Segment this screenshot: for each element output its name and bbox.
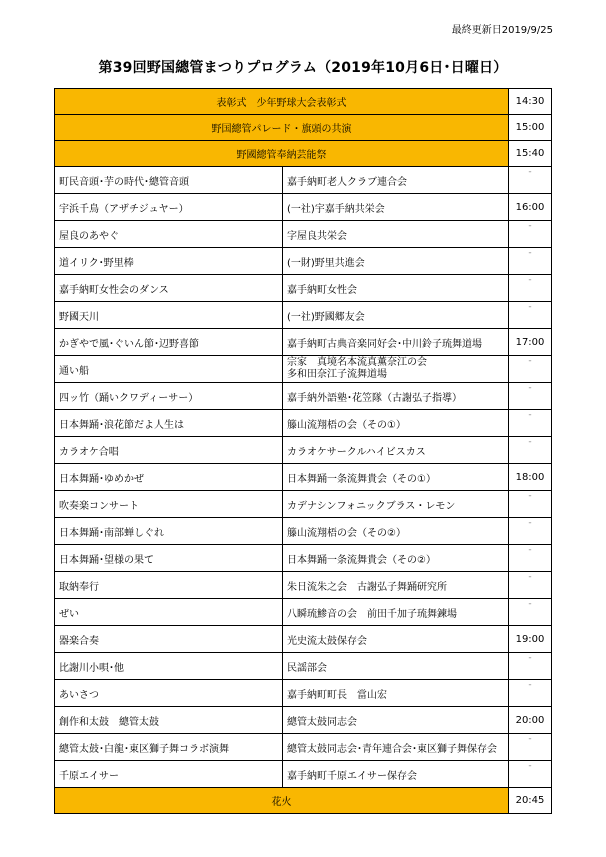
time-cell: - <box>509 518 552 545</box>
table-row <box>55 545 552 572</box>
performer-line: 多和田奈江子流舞道場 <box>287 369 387 380</box>
performer-cell: 嘉手納町老人クラブ連合会 <box>283 167 509 194</box>
performer-cell: (一財)野里共進会 <box>283 248 509 275</box>
time-cell: 18:00 <box>509 464 552 491</box>
performer-cell: (一社)宇嘉手納共栄会 <box>283 194 509 221</box>
program-cell: 日本舞踊･ゆめかぜ <box>55 464 283 491</box>
section-band-row <box>55 788 552 814</box>
table-row <box>55 734 552 761</box>
program-cell: 千原エイサー <box>55 761 283 788</box>
time-cell: 15:00 <box>509 115 552 141</box>
time-cell: - <box>509 734 552 761</box>
program-cell: 日本舞踊･南部蝉しぐれ <box>55 518 283 545</box>
table-row <box>55 329 552 356</box>
performer-cell: 籐山流翔梧の会（その①） <box>283 410 509 437</box>
table-row <box>55 761 552 788</box>
performer-cell: 嘉手納町女性会 <box>283 275 509 302</box>
time-cell: 16:00 <box>509 194 552 221</box>
time-cell: 19:00 <box>509 626 552 653</box>
performer-cell: (一社)野國郷友会 <box>283 302 509 329</box>
time-cell: - <box>509 302 552 329</box>
program-cell: 町民音頭･芋の時代･總管音頭 <box>55 167 283 194</box>
time-cell: 17:00 <box>509 329 552 356</box>
page-title: 第39回野国總管まつりプログラム（2019年10月6日･日曜日） <box>98 60 508 76</box>
time-cell: - <box>509 761 552 788</box>
performer-cell: 總管太鼓同志会･青年連合会･東区獅子舞保存会 <box>283 734 509 761</box>
time-cell: 20:00 <box>509 707 552 734</box>
program-cell: 四ッ竹（踊いクワディーサー） <box>55 383 283 410</box>
time-cell: - <box>509 410 552 437</box>
program-cell: 日本舞踊･望様の果て <box>55 545 283 572</box>
table-row <box>55 653 552 680</box>
time-cell: - <box>509 680 552 707</box>
table-row <box>55 275 552 302</box>
time-cell: - <box>509 437 552 464</box>
last-updated-date: 最終更新日2019/9/25 <box>451 25 553 36</box>
section-band-row <box>55 141 552 167</box>
program-cell: 器楽合奏 <box>55 626 283 653</box>
performer-cell: 日本舞踊一条流舞貴会（その①） <box>283 464 509 491</box>
time-cell: 15:40 <box>509 141 552 167</box>
time-cell: 20:45 <box>509 788 552 814</box>
table-row <box>55 383 552 410</box>
performer-cell: カデナシンフォニックブラス・レモン <box>283 491 509 518</box>
time-cell: - <box>509 653 552 680</box>
performer-cell: 嘉手納町古典音楽同好会･中川鈴子琉舞道場 <box>283 329 509 356</box>
time-cell: - <box>509 545 552 572</box>
time-cell: - <box>509 167 552 194</box>
program-cell: 通い船 <box>55 356 283 383</box>
program-cell: あいさつ <box>55 680 283 707</box>
program-cell: かぎやで風･ぐいん節･辺野喜節 <box>55 329 283 356</box>
performer-cell: 朱日流朱之会 古謝弘子舞踊研究所 <box>283 572 509 599</box>
table-row <box>55 572 552 599</box>
performer-cell: 籐山流翔梧の会（その②） <box>283 518 509 545</box>
section-banner: 野国總管パレード・旗頭の共演 <box>55 115 509 141</box>
time-cell: - <box>509 248 552 275</box>
performer-cell: 字屋良共栄会 <box>283 221 509 248</box>
section-banner: 花火 <box>55 788 509 814</box>
section-banner: 表彰式 少年野球大会表彰式 <box>55 89 509 115</box>
performer-cell: 日本舞踊一条流舞貴会（その②） <box>283 545 509 572</box>
program-cell: ぜい <box>55 599 283 626</box>
performer-cell: カラオケサークルハイビスカス <box>283 437 509 464</box>
program-cell: 道イリク･野里棒 <box>55 248 283 275</box>
performer-cell <box>283 356 509 383</box>
table-row <box>55 437 552 464</box>
program-cell: 嘉手納町女性会のダンス <box>55 275 283 302</box>
table-row <box>55 302 552 329</box>
time-cell: - <box>509 275 552 302</box>
program-cell: 野國天川 <box>55 302 283 329</box>
performer-cell: 八瞬琉鯵音の会 前田千加子琉舞鍊場 <box>283 599 509 626</box>
time-cell: - <box>509 356 552 383</box>
table-row <box>55 194 552 221</box>
table-row <box>55 221 552 248</box>
performer-cell: 嘉手納外語塾･花笠隊（古謝弘子指導） <box>283 383 509 410</box>
table-row <box>55 410 552 437</box>
program-cell: 總管太鼓･白龍･東区獅子舞コラボ演舞 <box>55 734 283 761</box>
program-cell: 比謝川小唄･他 <box>55 653 283 680</box>
program-cell: 屋良のあやぐ <box>55 221 283 248</box>
performer-cell: 總管太鼓同志会 <box>283 707 509 734</box>
time-cell: 14:30 <box>509 89 552 115</box>
performer-cell: 民謡部会 <box>283 653 509 680</box>
program-table <box>54 88 552 814</box>
program-cell: 宇浜千鳥（アザチジュヤー） <box>55 194 283 221</box>
program-cell: カラオケ合唱 <box>55 437 283 464</box>
performer-cell: 光史流太鼓保存会 <box>283 626 509 653</box>
time-cell: - <box>509 383 552 410</box>
table-row <box>55 707 552 734</box>
program-cell: 創作和太鼓 總管太鼓 <box>55 707 283 734</box>
performer-cell: 嘉手納町町長 當山宏 <box>283 680 509 707</box>
program-cell: 取納奉行 <box>55 572 283 599</box>
table-row <box>55 680 552 707</box>
section-band-row <box>55 115 552 141</box>
time-cell: - <box>509 491 552 518</box>
time-cell: - <box>509 572 552 599</box>
time-cell: - <box>509 599 552 626</box>
section-band-row <box>55 89 552 115</box>
table-row <box>55 248 552 275</box>
table-row <box>55 626 552 653</box>
table-row <box>55 491 552 518</box>
time-cell: - <box>509 221 552 248</box>
table-row <box>55 356 552 383</box>
table-row <box>55 464 552 491</box>
table-row <box>55 599 552 626</box>
section-banner: 野國總管奉納芸能祭 <box>55 141 509 167</box>
table-row <box>55 167 552 194</box>
table-row <box>55 518 552 545</box>
performer-line: 宗家 真境名本流真薫奈江の会 <box>287 357 427 368</box>
performer-cell: 嘉手納町千原エイサー保存会 <box>283 761 509 788</box>
program-cell: 日本舞踊･浪花節だよ人生は <box>55 410 283 437</box>
program-cell: 吹奏楽コンサート <box>55 491 283 518</box>
